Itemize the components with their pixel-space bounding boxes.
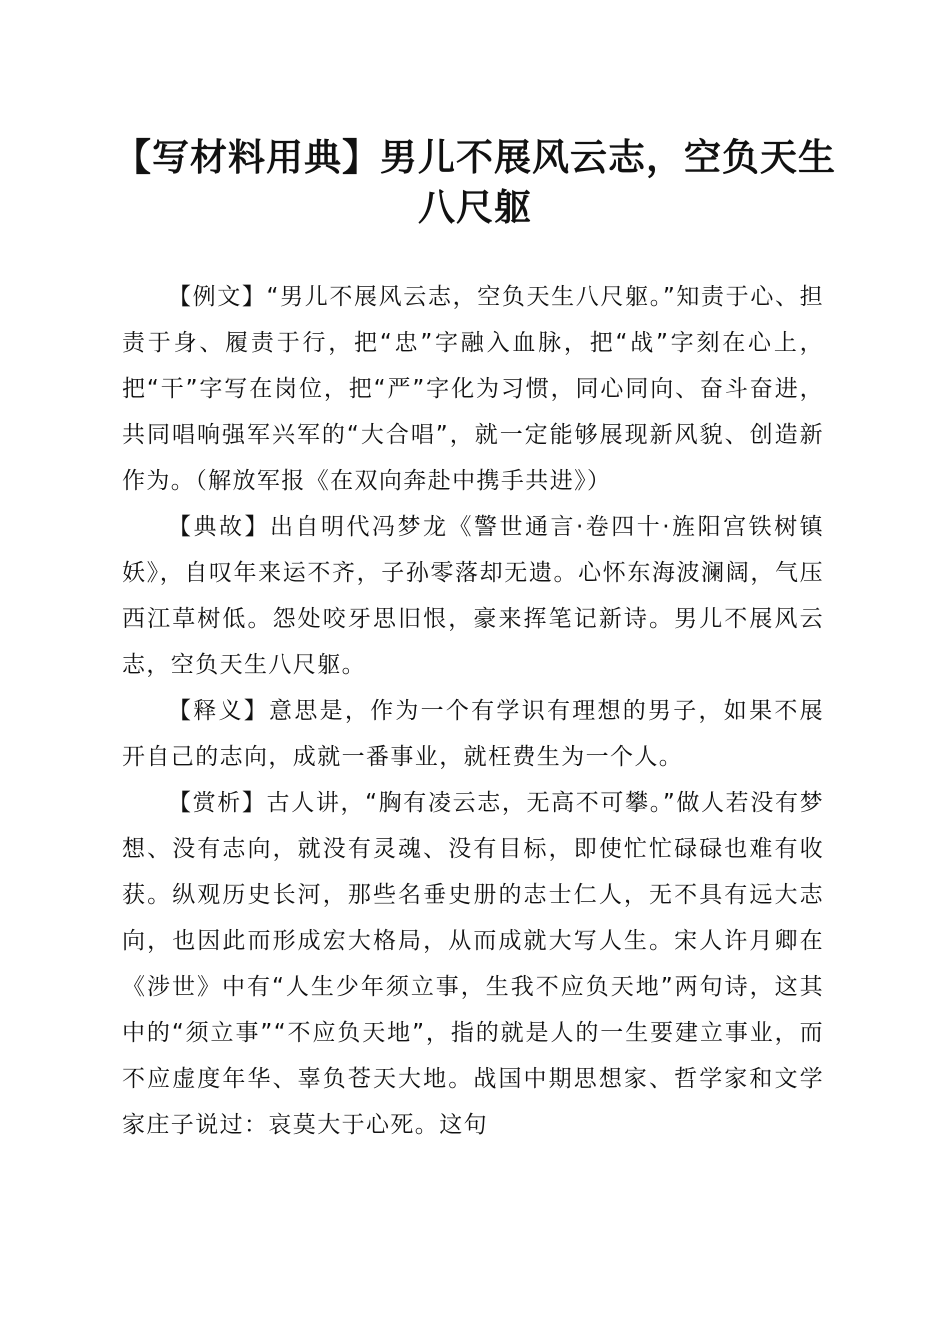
paragraph-allusion: 【典故】出自明代冯梦龙《警世通言·卷四十·旌阳宫铁树镇妖》，自叹年来运不齐，子孙零落却无遗。心怀东海波澜阔，气压西江草树低。怨处咬牙思旧恨，豪来挥笔记新诗。男儿不展风云志，空负天生八尺躯。: [122, 514, 824, 678]
paragraph-appreciation: 【赏析】古人讲，“胸有凌云志，无高不可攀。”做人若没有梦想、没有志向，就没有灵魂、没有目标，即使忙忙碌碌也难有收获。纵观历史长河，那些名垂史册的志士仁人，无不具有远大志向，也因此而形成宏大格局，从而成就大写人生。宋人许月卿在《涉世》中有“人生少年须立事，生我不应负天地”两句诗，这其中的“须立事”“不应负天地”，指的就是人的一生要建立事业，而不应虚度年华、辜负苍天大地。战国中期思想家、哲学家和文学家庄子说过：哀莫大于心死。这句: [122, 790, 824, 1138]
document-title: 【写材料用典】男儿不展风云志，空负天生八尺躯: [114, 135, 836, 229]
paragraph-example: 【例文】“男儿不展风云志，空负天生八尺躯。”知责于心、担责于身、履责于行，把“忠”字融入血脉，把“战”字刻在心上，把“干”字写在岗位，把“严”字化为习惯，同心同向、奋斗奋进，共同唱响强军兴军的“大合唱”，就一定能够展现新风貌、创造新作为。（解放军报《在双向奔赴中携手共进》）: [122, 284, 824, 494]
document-body: [122, 274, 824, 1148]
paragraph-meaning: 【释义】意思是，作为一个有学识有理想的男子，如果不展开自己的志向，成就一番事业，就枉费生为一个人。: [122, 698, 824, 770]
